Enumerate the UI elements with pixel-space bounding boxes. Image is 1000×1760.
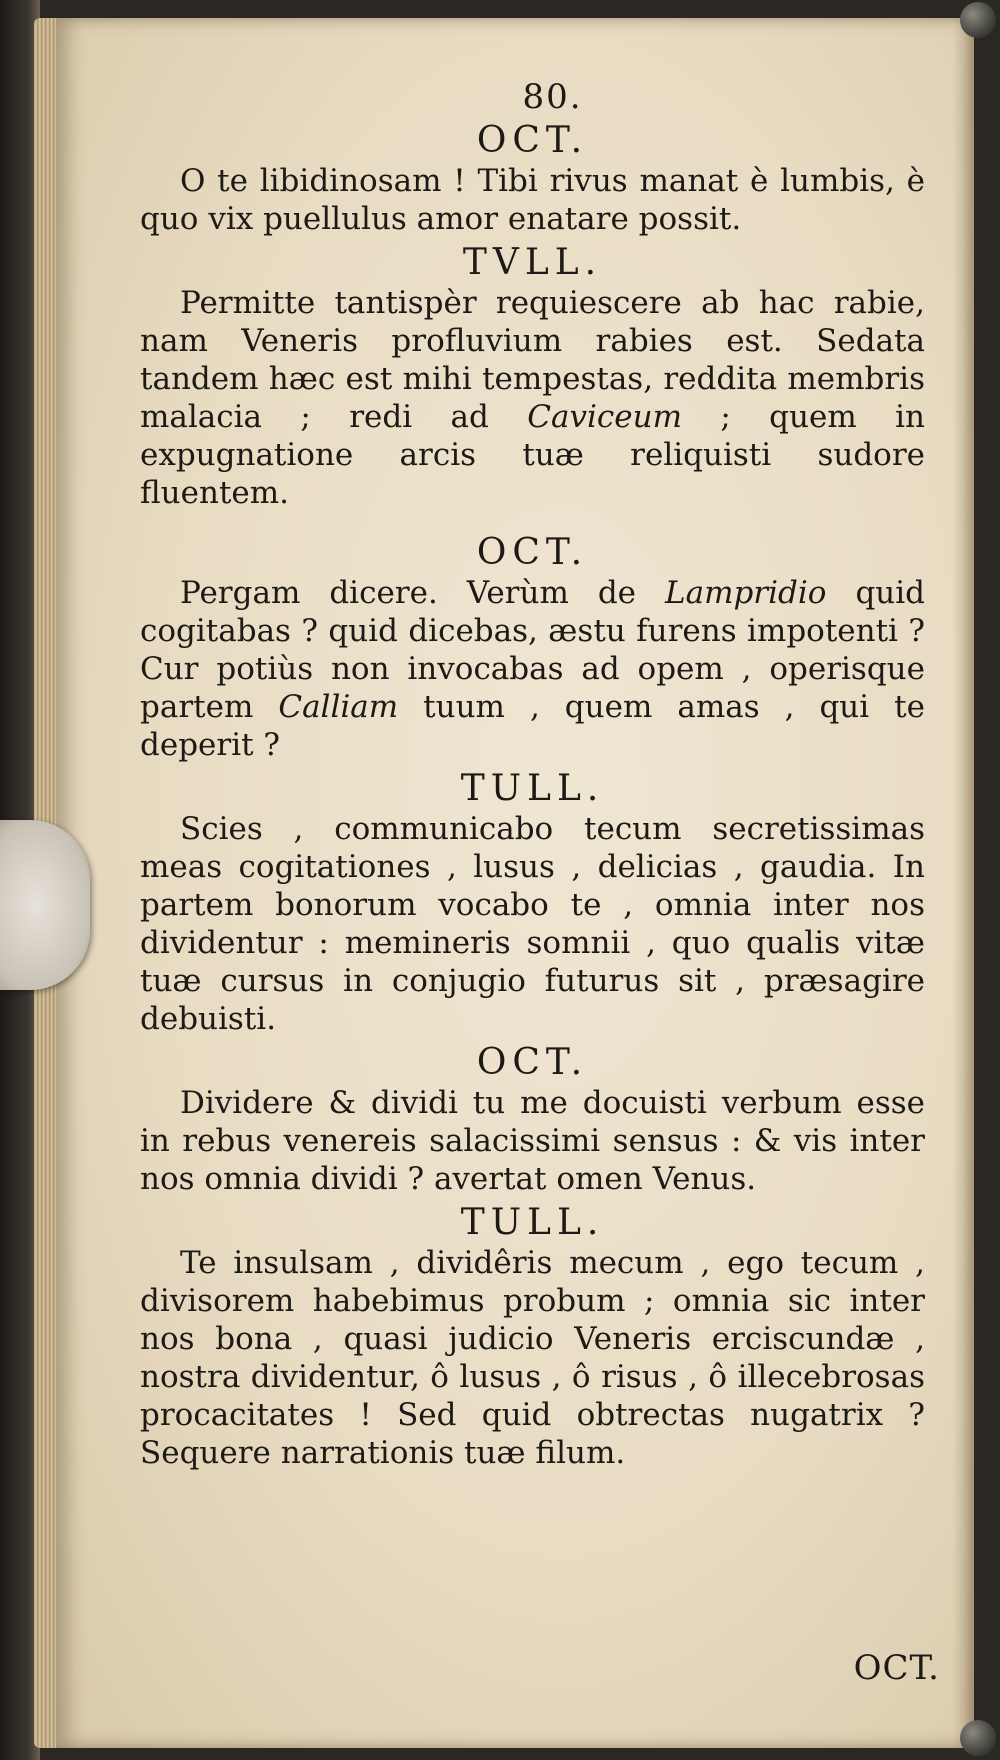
dialogue-paragraph (140, 810, 925, 1038)
speaker-heading: OCT. (476, 120, 589, 161)
speaker-heading: OCT. (476, 532, 589, 573)
speaker-heading: TULL. (460, 1202, 605, 1243)
paragraph-text: Te insulsam , dividêris mecum , ego tecum , divisorem habebimus probum ; omnia sic inter nos bona , quasi judicio Veneris erciscundæ , nostra dividentur, ô lusus , ô risus , ô illecebrosas procacitates ! Sed quid obtrectas nugatrix ? Sequere narrationis tuæ filum. (140, 1245, 925, 1471)
paragraph-text: ; quem in expugnatione arcis tuæ reliquisti sudore fluentem. (140, 399, 925, 511)
speaker-heading: TULL. (460, 768, 605, 809)
paragraph-text: Dividere & dividi tu me docuisti verbum esse in rebus venereis salacissimi sensus : & vis inter nos omnia dividi ? avertat omen Venus. (140, 1085, 925, 1197)
italic-name: Calliam (278, 689, 399, 725)
page-number: 80. (522, 77, 583, 117)
dialogue-paragraph (140, 284, 925, 512)
catchword: OCT. (853, 1648, 940, 1688)
speaker-heading: TVLL. (462, 242, 603, 283)
dialogue-paragraph (140, 162, 925, 238)
page-text (140, 78, 925, 1472)
speaker-heading: OCT. (476, 1042, 589, 1083)
italic-name: Lampridio (665, 575, 827, 611)
dialogue-paragraph (140, 1084, 925, 1198)
clip-bottom-icon (960, 1720, 996, 1756)
clip-top-icon (960, 2, 996, 38)
dialogue-paragraph (140, 1244, 925, 1472)
italic-name: Caviceum (527, 399, 682, 435)
paragraph-text: quid cogitabas ? quid dicebas, æstu furens impotenti ? Cur potiùs non invocabas ad opem , operisque partem (140, 575, 926, 725)
bookmark-tab (0, 820, 90, 990)
paragraph-text: Pergam dicere. Verùm de (180, 575, 637, 611)
page-shadow-right (952, 18, 974, 1748)
dialogue-paragraph (140, 574, 925, 764)
paragraph-text: tuum , quem amas , qui te deperit ? (140, 689, 925, 763)
paragraph-text: Scies , communicabo tecum secretissimas meas cogitationes , lusus , delicias , gaudia. In partem bonorum vocabo te , omnia inter nos dividentur : memineris somnii , quo qualis vitæ tuæ cursus in conjugio futurus sit , præsagire debuisti. (140, 811, 925, 1037)
paragraph-text: O te libidinosam ! Tibi rivus manat è lumbis, è quo vix puellulus amor enatare possit. (140, 163, 925, 237)
paragraph-text: Permitte tantispèr requiescere ab hac rabie, nam Veneris profluvium rabies est. Sedata tandem hæc est mihi tempestas, reddita membris malacia ; redi ad (140, 285, 925, 435)
